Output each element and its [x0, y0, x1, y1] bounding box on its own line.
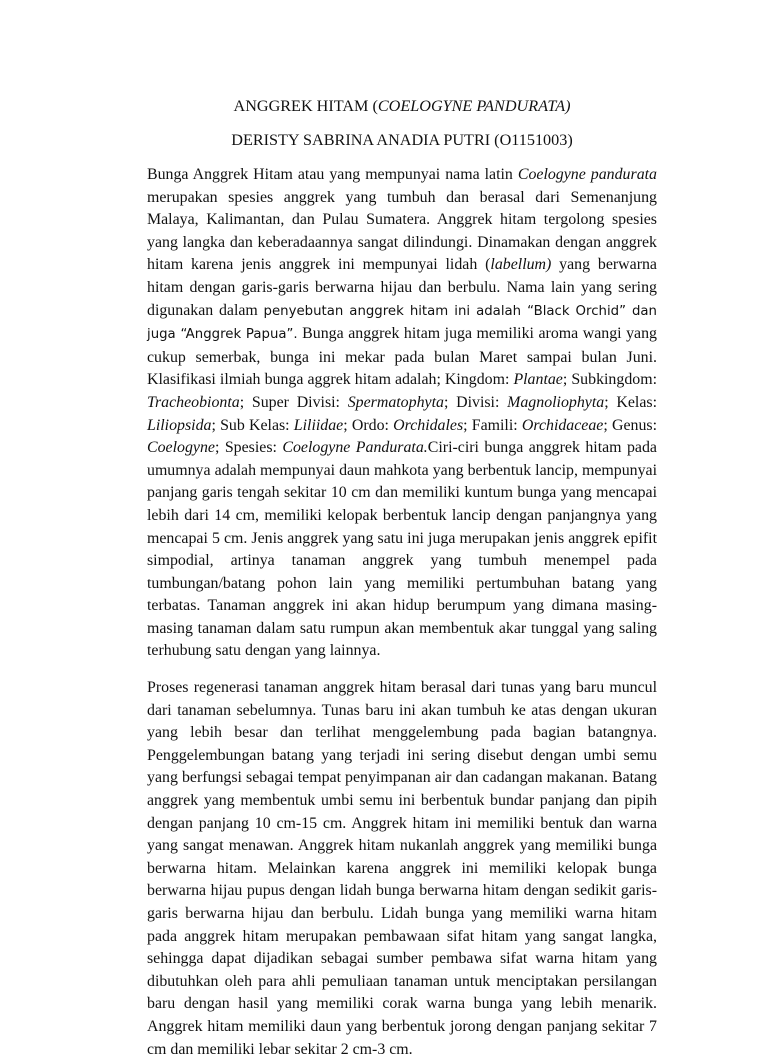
p1-s7: Bunga anggrek hitam juga memiliki aroma wangi yang cukup semerbak, bunga ini mekar pada bulan Maret sampai bulan Juni. Klasifikasi ilmiah bunga aggrek hitam adalah; Kingdom: — [147, 325, 657, 389]
p1-s27: Ciri-ciri bunga anggrek hitam pada umumnya adalah mempunyai daun mahkota yang berbentuk lancip, mempunyai panjang garis tengah sekitar 10 cm dan memiliki kuntum bunga yang mencapai lebih dari 14 cm, memiliki kelopak berbentuk lancip dengan panjangnya yang mencapai 5 cm. Jenis anggrek yang satu ini juga merupakan jenis anggrek epifit simpodial, artinya tanaman anggrek yang tumbuh menempel pada tumbungan/batang pohon lain yang memiliki pertumbuhan batang yang terbatas. Tanaman anggrek ini akan hidup berumpum yang dimana masing-masing tanaman dalam satu rumpun akan membentuk akar tunggal yang saling terhubung satu dengan yang lainnya. — [147, 439, 657, 660]
p1-s8: Plantae — [513, 371, 563, 389]
p1-s13: ; Divisi: — [443, 393, 508, 411]
p1-s14: Magnoliophyta — [507, 393, 605, 411]
p1-s19: ; Ordo: — [343, 416, 394, 434]
p1-s25: ; Spesies: — [214, 439, 283, 457]
p1-s16: Liliopsida — [147, 416, 212, 434]
document-title — [147, 96, 657, 116]
p1-s26: Coelogyne Pandurata. — [282, 439, 428, 457]
p1-s15: ; Kelas: — [604, 393, 657, 411]
p2-text: Proses regenerasi tanaman anggrek hitam berasal dari tunas yang baru muncul dari tanaman sebelumnya. Tunas baru ini akan tumbuh ke atas dengan ukuran yang lebih besar dan terlihat menggelembung pada bagian batangnya. Penggelembungan batang yang terjadi ini sering disebut dengan umbi semu yang berfungsi sebagai tempat penyimpanan air dan cadangan makanan. Batang anggrek yang membentuk umbi semu ini berbentuk bundar panjang dan pipih dengan panjang 10 cm-15 cm. Anggrek hitam ini memiliki bentuk dan warna yang sangat menawan. Anggrek hitam nukanlah anggrek yang memiliki bunga berwarna hitam. Melainkan karena anggrek ini memiliki kelopak bunga berwarna hijau pupus dengan lidah bunga berwarna hitam dengan sedikit garis-garis berwarna hijau dan berbulu. Lidah bunga yang memiliki warna hitam pada anggrek hitam merupakan pembawaan sifat hitam yang sangat langka, sehingga dapat dijadikan sebagai sumber pembawa sifat warna hitam yang dibutuhkan oleh para ahli pemuliaan tanaman untuk menciptakan persilangan baru dengan hasil yang memiliki corak warna bunga yang lebih menarik. Anggrek hitam memiliki daun yang berbentuk jorong dengan panjang sekitar 7 cm dan memiliki lebar sekitar 2 cm-3 cm. — [147, 679, 657, 1058]
p1-s23: ; Genus: — [603, 416, 657, 434]
p1-s24: Coelogyne — [147, 439, 215, 457]
p1-s11: ; Super Divisi: — [239, 393, 348, 411]
p1-s4: labellum) — [490, 256, 552, 274]
p1-s6: penyebutan anggrek hitam ini adalah “Black Orchid” dan juga “Anggrek Papua”. — [147, 303, 657, 343]
p1-s21: ; Famili: — [463, 416, 522, 434]
p1-s10: Tracheobionta — [147, 393, 240, 411]
p1-s1: Bunga Anggrek Hitam atau yang mempunyai nama latin — [147, 166, 518, 183]
author-line: DERISTY SABRINA ANADIA PUTRI (O1151003) — [231, 131, 573, 149]
p1-s9: ; Subkingdom: — [562, 371, 657, 389]
p1-s3: merupakan spesies anggrek yang tumbuh dan berasal dari Semenanjung Malaya, Kalimantan, dan Pulau Sumatera. Anggrek hitam tergolong spesies yang langka dan keberadaannya sangat dilindungi. Dinamakan dengan anggrek hitam karena jenis anggrek ini mempunyai lidah ( — [147, 188, 657, 274]
title-species: COELOGYNE PANDURATA) — [377, 97, 571, 115]
p1-s22: Orchidaceae — [521, 416, 604, 434]
p1-s20: Orchidales — [393, 416, 464, 434]
p1-s18: Liliidae — [293, 416, 344, 434]
title-prefix: ANGGREK HITAM ( — [233, 97, 378, 115]
p1-s5: yang berwarna hitam dengan garis-garis berwarna hijau dan berbulu. Nama lain yang sering digunakan dalam — [147, 256, 657, 319]
p1-s2: Coelogyne pandurata — [517, 166, 657, 183]
p1-s17: ; Sub Kelas: — [211, 416, 294, 434]
paragraph-2 — [147, 677, 657, 1061]
p1-s12: Spermatophyta — [347, 393, 444, 411]
paragraph-1 — [147, 164, 657, 663]
